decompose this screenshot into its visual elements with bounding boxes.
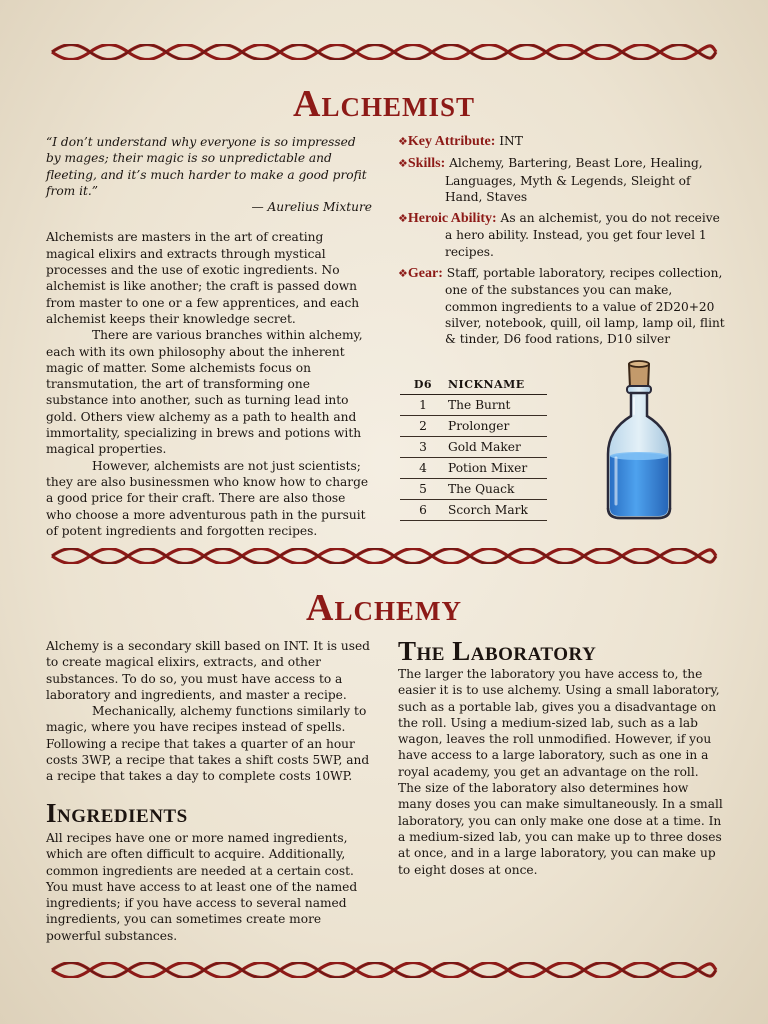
skills-value: Alchemy, Bartering, Beast Lore, Healing, Languages, Myth & Legends, Sleight of Hand, Staves bbox=[445, 156, 703, 204]
table-cell-nickname: Potion Mixer bbox=[444, 458, 547, 479]
alchemist-paragraph-3: However, alchemists are not just scientists; they are also businessmen who know how to charge a good price for their craft. There are also those who choose a more adventurous path in the pursuit of potent ingredients and forgotten recipes. bbox=[46, 458, 369, 538]
nickname-table bbox=[400, 376, 547, 521]
alchemist-description bbox=[46, 134, 372, 539]
braided-border-icon bbox=[46, 548, 722, 564]
diamond-bullet-icon: ❖ bbox=[398, 267, 408, 281]
table-cell-roll: 6 bbox=[400, 500, 444, 521]
page-title-alchemist: Alchemist bbox=[293, 83, 475, 125]
page-title-alchemy: Alchemy bbox=[306, 587, 462, 629]
alchemist-paragraph-2: There are various branches within alchemy, each with its own philosophy about the inherent magic of matter. Some alchemists focus on transmutation, the art of transforming one substance into another, such as turning lead into gold. Others view alchemy as a path to health and immortality, specializing in brews and potions with magical properties. bbox=[46, 328, 363, 457]
table-header-d6: D6 bbox=[400, 376, 444, 395]
alchemy-paragraph-2: Mechanically, alchemy functions similarly to magic, where you have recipes instead of spells. Following a recipe that takes a quarter of an hour costs 3WP, a recipe that takes a shift costs 5WP, and a recipe that takes a day to complete costs 10WP. bbox=[46, 704, 370, 784]
key-attribute-row bbox=[398, 133, 728, 150]
braided-border-icon bbox=[46, 44, 722, 60]
gear-value: Staff, portable laboratory, recipes collection, one of the substances you can make, common ingredients to a value of 2D20+20 silver, notebook, quill, oil lamp, lamp oil, flint & tinder, D6 food rations, D10 silver bbox=[445, 266, 725, 347]
table-row bbox=[400, 416, 547, 437]
key-attribute-label: Key Attribute: bbox=[407, 134, 496, 149]
gear-row bbox=[398, 265, 728, 347]
table-cell-roll: 1 bbox=[400, 395, 444, 416]
table-cell-roll: 3 bbox=[400, 437, 444, 458]
table-header-nickname: NICKNAME bbox=[444, 376, 547, 395]
table-cell-nickname: Prolonger bbox=[444, 416, 547, 437]
braided-border-icon bbox=[46, 962, 722, 978]
key-attribute-value: INT bbox=[499, 134, 523, 148]
quote-author: — Aurelius Mixture bbox=[251, 200, 372, 215]
alchemist-attributes bbox=[398, 133, 728, 353]
alchemy-description bbox=[46, 638, 372, 785]
heroic-ability-row bbox=[398, 210, 728, 260]
potion-bottle-icon bbox=[598, 358, 680, 524]
table-cell-nickname: The Quack bbox=[444, 479, 547, 500]
table-header-row bbox=[400, 376, 547, 395]
alchemy-paragraph-1: Alchemy is a secondary skill based on INT. It is used to create magical elixirs, extracts, and other substances. To do so, you must have access to a laboratory and ingredients, and master a recipe. bbox=[46, 639, 370, 702]
table-row bbox=[400, 458, 547, 479]
ingredients-text bbox=[46, 830, 372, 944]
heroic-ability-value: As an alchemist, you do not receive a hero ability. Instead, you get four level 1 recipes. bbox=[445, 211, 720, 259]
flavor-quote: “I don’t understand why everyone is so impressed by mages; their magic is so unpredictable and fleeting, and it’s much harder to make a good profit from it.” bbox=[46, 135, 367, 198]
laboratory-heading: The Laboratory bbox=[398, 636, 597, 666]
table-cell-nickname: Scorch Mark bbox=[444, 500, 547, 521]
table-row bbox=[400, 479, 547, 500]
laboratory-text bbox=[398, 666, 724, 878]
table-cell-roll: 2 bbox=[400, 416, 444, 437]
diamond-bullet-icon: ❖ bbox=[398, 157, 408, 171]
skills-row bbox=[398, 155, 728, 205]
laboratory-paragraph: The larger the laboratory you have access to, the easier it is to use alchemy. Using a small laboratory, such as a portable lab, gives you a disadvantage on the roll. Using a medium-sized lab, such as a lab wagon, leaves the roll unmodified. However, if you have access to a large laboratory, such as one in a royal academy, you get an advantage on the roll. The size of the laboratory also determines how many doses you can make simultaneously. In a small laboratory, you can only make one dose at a time. In a medium-sized lab, you can make up to three doses at once, and in a large laboratory, you can make up to eight doses at once. bbox=[398, 667, 723, 877]
heroic-ability-label: Heroic Ability: bbox=[407, 211, 497, 227]
diamond-bullet-icon: ❖ bbox=[398, 135, 408, 148]
skills-label: Skills: bbox=[407, 156, 446, 172]
alchemist-paragraph-1: Alchemists are masters in the art of creating magical elixirs and extracts through mystical processes and the use of exotic ingredients. No alchemist is like another; the craft is passed down from master to one or a few apprentices, and each alchemist keeps their knowledge secret. bbox=[46, 230, 360, 326]
table-cell-roll: 5 bbox=[400, 479, 444, 500]
ingredients-paragraph: All recipes have one or more named ingredients, which are often difficult to acquire. Additionally, common ingredients are needed at a certain cost. You must have access to at least one of the named ingredients; if you have access to several named ingredients, you can sometimes create more powerful substances. bbox=[46, 831, 358, 943]
table-cell-nickname: Gold Maker bbox=[444, 437, 547, 458]
table-row bbox=[400, 500, 547, 521]
table-cell-nickname: The Burnt bbox=[444, 395, 547, 416]
table-row bbox=[400, 437, 547, 458]
table-row bbox=[400, 395, 547, 416]
ingredients-heading: Ingredients bbox=[46, 798, 188, 828]
diamond-bullet-icon: ❖ bbox=[398, 212, 408, 226]
gear-label: Gear: bbox=[407, 266, 443, 282]
table-cell-roll: 4 bbox=[400, 458, 444, 479]
